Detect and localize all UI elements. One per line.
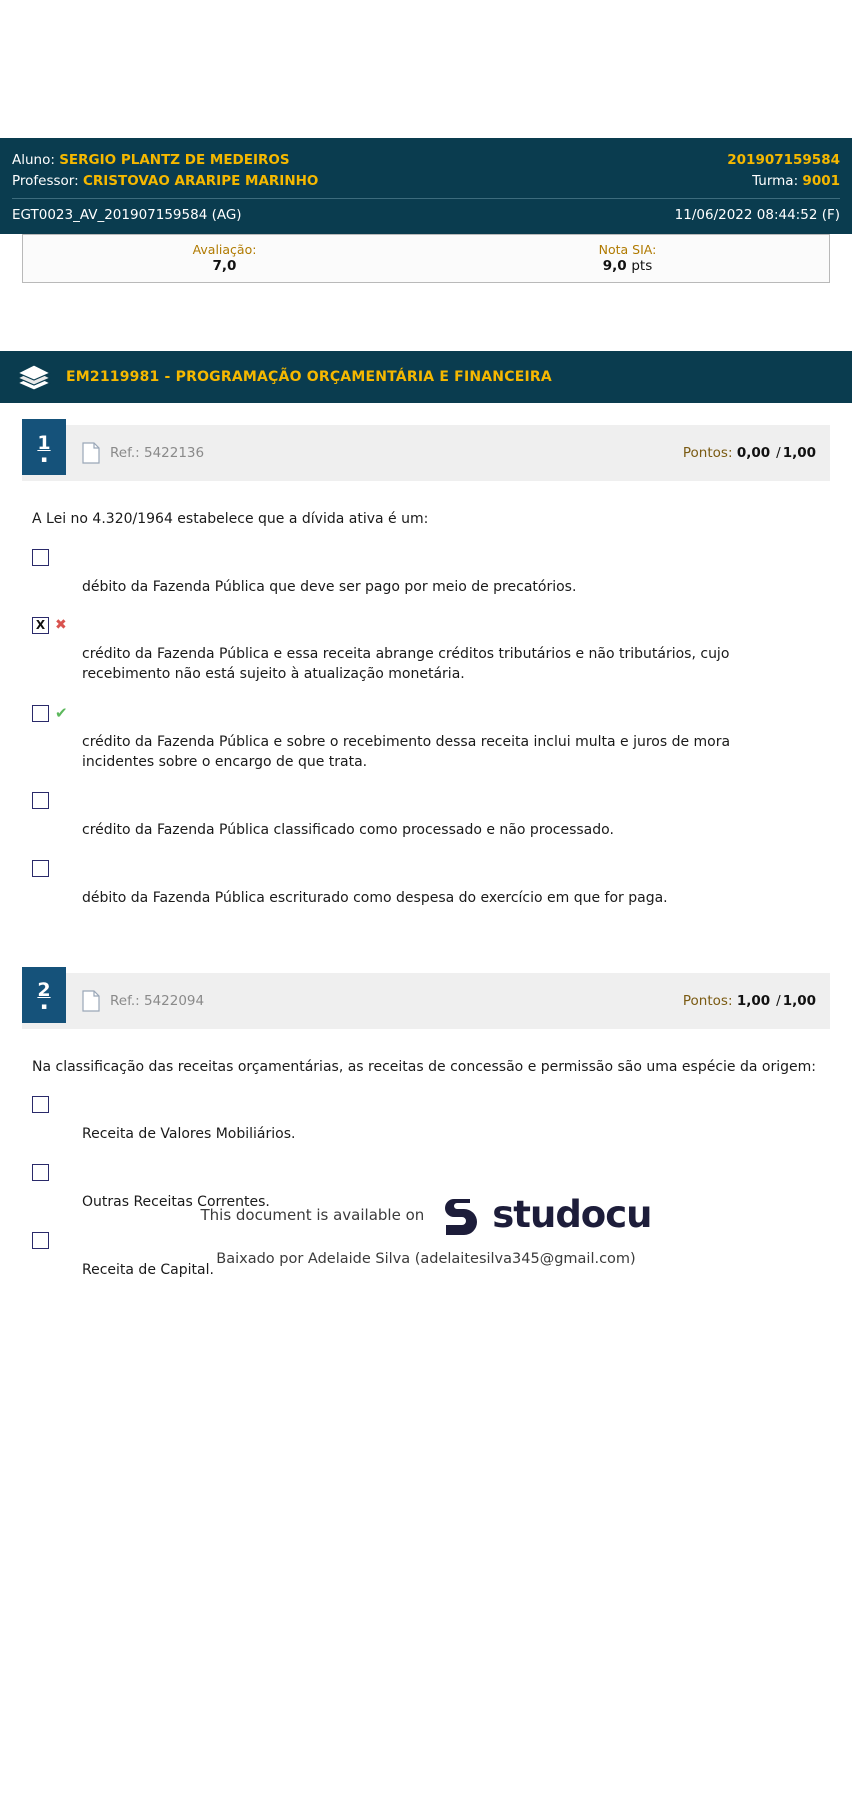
- page-footer: [0, 1193, 852, 1267]
- question-number-badge: [22, 419, 66, 475]
- discipline-title: EM2119981 - PROGRAMAÇÃO ORÇAMENTÁRIA E FINANCEIRA: [66, 369, 552, 386]
- studocu-wordmark: studocu: [492, 1193, 652, 1237]
- studocu-mark-icon: [440, 1193, 484, 1237]
- exam-code: EGT0023_AV_201907159584 (AG): [12, 206, 242, 223]
- student-name: SERGIO PLANTZ DE MEDEIROS: [59, 152, 290, 168]
- class-info: [752, 171, 840, 192]
- option-item[interactable]: [32, 1095, 820, 1145]
- option-label: crédito da Fazenda Pública classificado como processado e não processado.: [82, 821, 614, 838]
- question-1: [0, 425, 852, 908]
- points-total: 1,00: [782, 992, 816, 1009]
- option-checkbox[interactable]: [32, 1096, 49, 1113]
- points-slash: /: [776, 445, 781, 462]
- professor-info: [12, 171, 318, 192]
- professor-name: CRISTOVAO ARARIPE MARINHO: [82, 172, 319, 189]
- option-marks: [32, 615, 820, 635]
- option-label: débito da Fazenda Pública que deve ser pago por meio de precatórios.: [82, 578, 577, 595]
- student-info: [12, 150, 290, 171]
- question-badge-dot: ▪: [40, 1002, 48, 1013]
- grades-table: [22, 234, 830, 284]
- option-label: crédito da Fazenda Pública e essa receita abrange créditos tributários e não tributários, cujo recebimento não está sujeito à atualização monetária.: [82, 646, 730, 683]
- option-marks: [32, 859, 820, 879]
- wrong-answer-icon: ✖: [55, 617, 67, 634]
- professor-row: [12, 171, 840, 192]
- question-header: [22, 425, 830, 481]
- downloaded-by: Baixado por Adelaide Silva (adelaitesilva345@gmail.com): [216, 1250, 636, 1267]
- option-item[interactable]: [32, 791, 820, 841]
- correct-answer-icon: ✔: [55, 704, 68, 723]
- question-ref: Ref.: 5422136: [110, 445, 205, 462]
- question-statement: Na classificação das receitas orçamentárias, as receitas de concessão e permissão são uma espécie da origem:: [32, 1058, 816, 1075]
- evaluation-label: Avaliação:: [192, 241, 257, 257]
- studocu-banner: [0, 1193, 852, 1237]
- question-points: [683, 973, 830, 1029]
- option-checkbox[interactable]: [32, 1164, 49, 1181]
- option-label: Receita de Valores Mobiliários.: [82, 1125, 296, 1142]
- sia-unit: pts: [631, 258, 653, 275]
- points-label: Pontos:: [682, 992, 733, 1009]
- points-earned: 0,00: [736, 445, 771, 462]
- option-item[interactable]: [32, 703, 820, 773]
- class-value: 9001: [802, 172, 840, 189]
- option-marks: [32, 703, 820, 723]
- sia-cell: [426, 235, 829, 283]
- exam-datetime: 11/06/2022 08:44:52 (F): [674, 206, 840, 223]
- options-list: [32, 548, 820, 909]
- question-header: [22, 973, 830, 1029]
- option-marks: [32, 548, 820, 568]
- option-marks: [32, 1163, 820, 1183]
- points-slash: /: [776, 992, 781, 1009]
- question-ref-area: [66, 973, 683, 1029]
- option-checkbox[interactable]: [32, 860, 49, 877]
- registration-number: 201907159584: [727, 152, 840, 168]
- professor-label: Professor:: [12, 172, 79, 189]
- question-number-badge: [22, 967, 66, 1023]
- question-badge-dot: ▪: [40, 454, 48, 465]
- question-number: 1: [37, 431, 51, 454]
- class-label: Turma:: [752, 172, 799, 189]
- discipline-bar: [0, 351, 852, 403]
- studocu-logo: [440, 1193, 651, 1237]
- option-label: crédito da Fazenda Pública e sobre o recebimento dessa receita inclui multa e juros de mora incidentes sobre o encargo de que trata.: [82, 734, 731, 771]
- question-ref-area: [66, 425, 683, 481]
- document-icon: [82, 442, 100, 464]
- option-checkbox[interactable]: [32, 549, 49, 566]
- option-marks: [32, 791, 820, 811]
- option-checkbox[interactable]: [32, 705, 49, 722]
- option-label: débito da Fazenda Pública escriturado como despesa do exercício em que for paga.: [82, 889, 668, 906]
- option-label: Outras Receitas Correntes.: [82, 1193, 270, 1210]
- option-checkbox[interactable]: [32, 792, 49, 809]
- student-label: Aluno:: [12, 152, 55, 168]
- sia-label: Nota SIA:: [598, 241, 657, 257]
- question-points: [683, 425, 830, 481]
- points-earned: 1,00: [736, 992, 771, 1009]
- sia-value: 9,0: [602, 258, 627, 275]
- option-item[interactable]: [32, 615, 820, 685]
- evaluation-value: 7,0: [212, 258, 237, 275]
- question-statement: A Lei no 4.320/1964 estabelece que a dívida ativa é um:: [32, 511, 429, 528]
- books-icon: [16, 363, 52, 391]
- option-item[interactable]: [32, 548, 820, 598]
- points-total: 1,00: [782, 445, 816, 462]
- document-icon: [82, 990, 100, 1012]
- evaluation-cell: [23, 235, 426, 283]
- sia-value-wrap: [430, 258, 825, 274]
- student-header: [0, 138, 852, 234]
- question-ref: Ref.: 5422094: [110, 992, 205, 1009]
- option-checkbox[interactable]: X: [32, 617, 49, 634]
- available-text: This document is available on: [200, 1205, 425, 1224]
- exam-meta-row: [12, 198, 840, 226]
- option-marks: [32, 1095, 820, 1115]
- question-number: 2: [37, 979, 51, 1002]
- points-label: Pontos:: [682, 445, 733, 462]
- option-item[interactable]: [32, 859, 820, 909]
- student-row: [12, 150, 840, 171]
- exam-document: [0, 138, 852, 1281]
- option-label: Receita de Capital.: [82, 1261, 214, 1278]
